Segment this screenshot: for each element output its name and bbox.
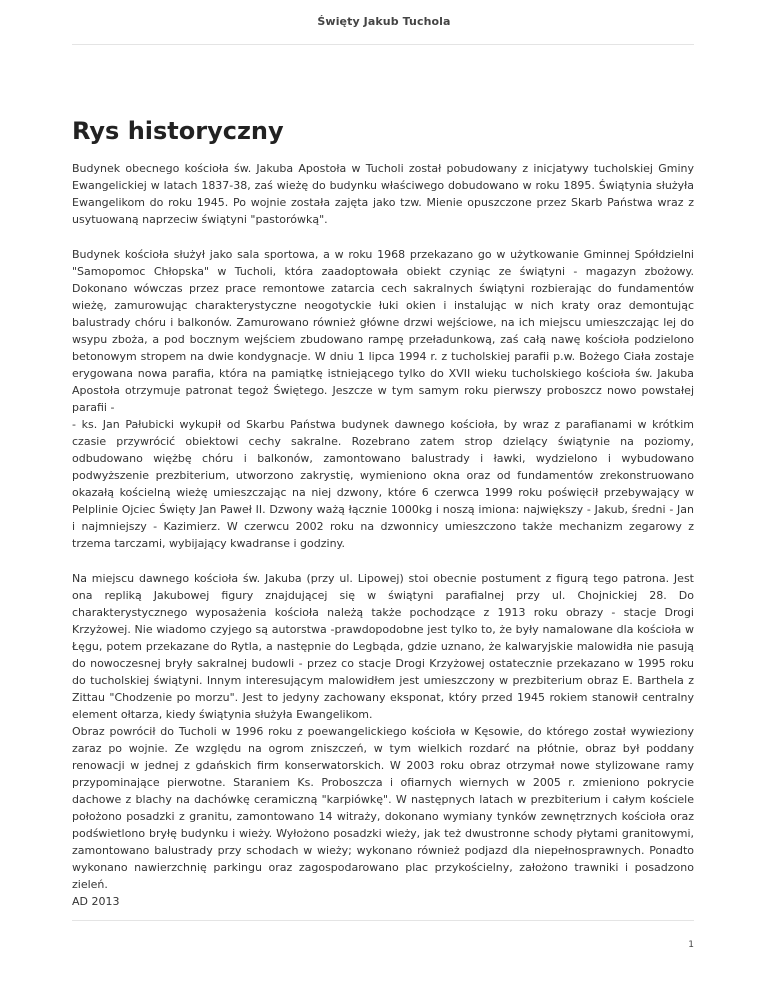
paragraph-renovations: Obraz powrócił do Tucholi w 1996 roku z poewangelickiego kościoła w Kęsowie, do którego został wywieziony zaraz po wojnie. Ze względu na ogrom zniszczeń, w tym wielkich rozdarć na płótnie, obraz był poddany renowacji w jednej z gdańskich firm konserwatorskich. W 2003 roku obraz otrzymał nowe stylizowane ramy przypominające pierwotne. Staraniem Ks. Proboszcza i ofiarnych wiernych w 2005 r. zmieniono pokrycie dachowe z blachy na dachówkę ceramiczną "karpiówkę". W następnych latach w prezbiterium i całym kościele położono posadzki z granitu, zamontowano 14 witraży, dokonano wymiany tynków zewnętrznych kościoła oraz podświetlono bryłę budynku i wieży. Wyłożono posadzki wieży, jak też dwustronne schody płytami granitowymi, zamontowano balustrady przy schodach w wieży; wykonano również podjazd dla niepełnosprawnych. Ponadto wykonano nawierzchnię parkingu oraz zagospodarowano plac przykościelny, założono trawniki i posadzono zieleń. (72, 725, 694, 891)
header-divider (72, 44, 694, 45)
footer-divider (72, 920, 694, 921)
paragraph-date-signature: AD 2013 (72, 895, 120, 908)
paragraph-warehouse-period: Budynek kościoła służył jako sala sportowa, a w roku 1968 przekazano go w użytkowanie Gminnej Spółdzielni "Samopomoc Chłopska" w Tucholi, która zaadoptowała obiekt czyniąc ze świątyni - magazyn zbożowy. Dokonano wówczas przez prace remontowe zatarcia cech sakralnych świątyni rozbierając do fundamentów wieżę, zamurowując charakterystyczne neogotyckie łuki okien i instalując w nich kraty oraz demontując balustrady chóru i balkonów. Zamurowano również główne drzwi wejściowe, na ich miejscu umieszczając lej do wsypu zboża, a pod bocznym wejściem zbudowano rampę przeładunkową, zaś całą nawę kościoła podzielono betonowym stropem na dwie kondygnacje. W dniu 1 lipca 1994 r. z tucholskiej parafii p.w. Bożego Ciała zostaje erygowana nowa parafia, która na pamiątkę istniejącego tylko do XVII wieku tucholskiego kościoła św. Jakuba Apostoła otrzymuje patronat tegoż Świętego. Jeszcze w tym samym roku pierwszy proboszcz nowo powstałej parafii - (72, 248, 694, 414)
document-body (72, 160, 694, 910)
paragraph-history-origins: Budynek obecnego kościoła św. Jakuba Apostoła w Tucholi został pobudowany z inicjatywy tucholskiej Gminy Ewangelickiej w latach 1837-38, zaś wieżę do budynku właściwego dobudowano w roku 1895. Świątynia służyła Ewangelikom do roku 1945. Po wojnie została zajęta jako tzw. Mienie opuszczone przez Skarb Państwa wraz z usytuowaną naprzeciw świątyni "pastorówką". (72, 162, 694, 226)
page-header-title: Święty Jakub Tuchola (317, 15, 451, 28)
paragraph-statue-and-paintings: Na miejscu dawnego kościoła św. Jakuba (przy ul. Lipowej) stoi obecnie postument z figurą tego patrona. Jest ona repliką Jakubowej figury znajdującej się w świątyni parafialnej przy ul. Chojnickiej 28. Do charakterystycznego wyposażenia kościoła należą także pochodzące z 1913 roku obrazy - stacje Drogi Krzyżowej. Nie wiadomo czyjego są autorstwa -prawdopodobne jest tylko to, że były namalowane dla kościoła w Łęgu, potem przekazane do Rytla, a następnie do Legbąda, gdzie uznano, że kalwaryjskie malowidła nie pasują do nowoczesnej bryły sakralnej budowli - przez co stacje Drogi Krzyżowej ostatecznie przekazano w 1995 roku do tucholskiej świątyni. Innym interesującym malowidłem jest umieszczony w prezbiterium obraz E. Barthela z Zittau "Chodzenie po morzu". Jest to jedyny zachowany eksponat, który przed 1945 rokiem stanowił centralny element ołtarza, kiedy świątynia służyła Ewangelikom. (72, 572, 694, 721)
paragraph-restoration: - ks. Jan Pałubicki wykupił od Skarbu Państwa budynek dawnego kościoła, by wraz z parafianami w krótkim czasie przywrócić obiektowi cechy sakralne. Rozebrano zatem strop dzielący świątynie na poziomy, odbudowano więżbę chóru i balkonów, zamontowano balustrady i ławki, wydzielono i wybudowano podwyższenie prezbiterium, utworzono zakrystię, wymieniono okna oraz od fundamentów zrekonstruowano okazałą kościelną wieżę umieszczając na niej dzwony, które 6 czerwca 1999 roku poświęcił przebywający w Pelplinie Ojciec Święty Jan Paweł II. Dzwony ważą łącznie 1000kg i noszą imiona: największy - Jakub, średni - Jan i najmniejszy - Kazimierz. W czerwcu 2002 roku na dzwonnicy umieszczono także mechanizm zegarowy z trzema tarczami, wybijający kwadranse i godziny. (72, 418, 694, 550)
page-number: 1 (688, 940, 694, 950)
page-title: Rys historyczny (72, 117, 284, 145)
